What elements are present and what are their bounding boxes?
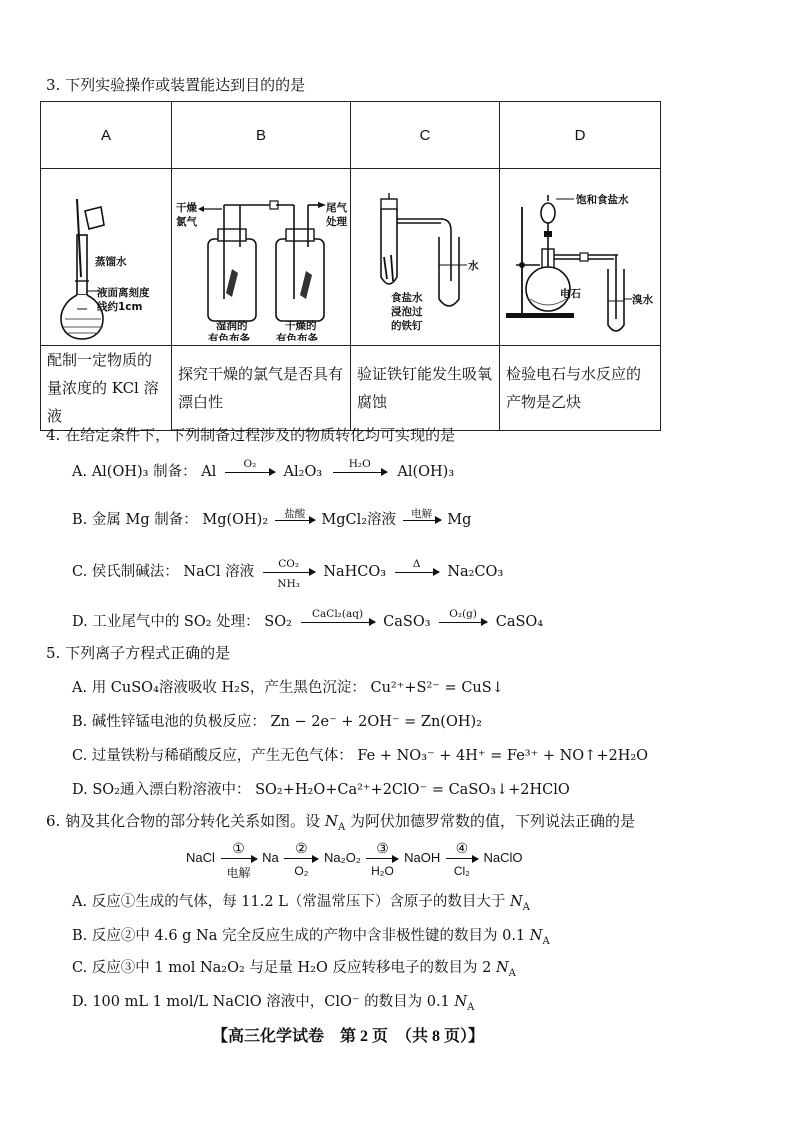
avogadro-sub: A [542,935,550,947]
avogadro-sub: A [467,1001,475,1013]
q6-stem-post: 为阿伏加德罗常数的值，下列说法正确的是 [345,812,635,830]
desc-a: 配制一定物质的量浓度的 KCl 溶液 [41,346,172,431]
condition-2: 电解 [411,507,433,520]
q4-option-d [72,607,544,631]
scheme-arrow [446,840,478,879]
iron-nail-corrosion-diagram [351,169,500,341]
avogadro-symbol: N [509,894,523,910]
q6-option-d [72,990,474,1011]
option-text: 碱性锌锰电池的负极反应： [91,714,266,730]
step-condition: O₂ [294,864,309,879]
q4-option-a [72,457,455,481]
reaction-arrow [403,507,441,521]
q3-table [40,101,661,431]
label-dry-2: 氯气 [176,216,197,228]
condition-2: H₂O [348,457,371,470]
option-name: 金属 Mg 制备： [91,512,198,528]
condition-1: CaCl₂(aq) [312,607,364,620]
option-label: A. [72,680,88,696]
header-a: A [41,102,172,169]
step-number: ③ [376,840,389,857]
desc-b: 探究干燥的氯气是否具有漂白性 [172,346,351,431]
q5-option-c [72,744,648,765]
avogadro-symbol: N [495,960,509,976]
apparatus-d-cell [500,169,661,346]
label-tail-1: 尾气 [326,202,347,214]
option-label: C. [72,748,88,764]
label-brine-1: 食盐水 [391,292,423,304]
q4-option-b [72,508,471,529]
q5-option-d [72,778,570,799]
q6-scheme [186,840,523,881]
apparatus-b-cell [172,169,351,346]
avogadro-sub: A [522,901,530,913]
reaction-arrow [225,457,275,473]
option-label: A. [72,464,88,480]
option-label: D. [72,614,88,630]
condition-1: CO₂ [278,557,300,570]
label-level-1: 液面离刻度 [97,287,150,299]
option-label: D. [72,782,88,798]
species-3: Mg [447,512,472,528]
option-text: 100 mL 1 mol/L NaClO 溶液中，ClO⁻ 的数目为 0.1 [92,994,455,1010]
reaction-arrow [275,507,315,521]
option-label: B. [72,714,88,730]
scheme-species-4: NaOH [404,850,441,865]
label-wet-2: 有色布条 [208,333,250,341]
option-text: 用 CuSO₄溶液吸收 H₂S，产生黑色沉淀： [91,680,366,696]
apparatus-a-cell [41,169,172,346]
label-dry-3: 干燥的 [285,320,317,332]
species-2: MgCl₂溶液 [321,512,397,528]
q6-stem [46,810,635,831]
step-number: ② [295,840,308,857]
ionic-equation: Cu²⁺+S²⁻ = CuS↓ [370,680,504,696]
q5-option-b [72,710,482,731]
label-brine-2: 浸泡过 [391,306,423,318]
q6-option-b [72,924,550,945]
scheme-arrow [284,840,318,879]
species-2: Al₂O₃ [283,464,323,480]
species-3: Al(OH)₃ [397,464,455,480]
option-label: B. [72,928,88,944]
step-number: ④ [455,840,469,857]
avogadro-sub: A [337,822,346,833]
q6-stem-pre: 6. 钠及其化合物的部分转化关系如图。设 [46,812,325,830]
reaction-arrow [333,457,387,473]
q5-option-a [72,676,504,697]
label-dry-1: 干燥 [176,202,197,214]
species-3: CaSO₄ [495,614,544,630]
species-1: SO₂ [264,614,292,630]
scheme-species-1: NaCl [186,850,215,865]
header-c: C [351,102,500,169]
species-3: Na₂CO₃ [447,564,504,580]
condition-2: Δ [412,557,421,570]
option-text: 过量铁粉与稀硝酸反应，产生无色气体： [91,748,353,764]
option-label: A. [72,894,88,910]
ionic-equation: Fe + NO₃⁻ + 4H⁺ = Fe³⁺ + NO↑+2H₂O [357,748,649,764]
label-carbide: 电石 [560,288,581,300]
option-label: D. [72,994,88,1010]
option-text: 反应②中 4.6 g Na 完全反应生成的产物中含非极性键的数目为 0.1 [91,928,530,944]
option-text: 反应①生成的气体，每 11.2 L（常温常压下）含原子的数目大于 [91,894,510,910]
page-footer: 【高三化学试卷 第 2 页 （共 8 页）】 [212,1028,485,1045]
desc-c: 验证铁钉能发生吸氧腐蚀 [351,346,500,431]
desc-d: 检验电石与水反应的产物是乙炔 [500,346,661,431]
option-name: 侯氏制碱法： [91,564,179,580]
scheme-species-5: NaClO [483,850,523,865]
species-2: NaHCO₃ [323,564,387,580]
label-water: 水 [468,260,479,272]
label-level-2: 线约1cm [97,301,143,313]
apparatus-c-cell [351,169,500,346]
scheme-species-2: Na [262,850,279,865]
scheme-arrow [221,840,257,881]
condition-1: 盐酸 [284,507,306,520]
species-1: Al [201,464,217,480]
label-brine-3: 的铁钉 [391,320,423,332]
label-dry-4: 有色布条 [276,333,318,341]
label-wet-1: 湿润的 [216,320,248,332]
q6-option-c [72,956,516,977]
label-brine: 饱和食盐水 [576,194,629,206]
ionic-equation: Zn − 2e⁻ + 2OH⁻ = Zn(OH)₂ [270,714,482,730]
acetylene-generator-diagram [500,169,661,341]
step-condition: Cl₂ [453,864,470,879]
option-name: 工业尾气中的 SO₂ 处理： [92,614,260,630]
header-d: D [500,102,661,169]
q4-option-c [72,557,504,590]
gas-washing-bottles-diagram [172,169,351,341]
label-water: 蒸馏水 [95,256,127,268]
reaction-arrow [263,557,315,590]
scheme-arrow [366,840,398,879]
header-b: B [172,102,351,169]
species-1: Mg(OH)₂ [202,512,269,528]
reaction-arrow [395,557,439,573]
option-text: 反应③中 1 mol Na₂O₂ 与足量 H₂O 反应转移电子的数目为 2 [91,960,496,976]
option-label: C. [72,960,88,976]
ionic-equation: SO₂+H₂O+Ca²⁺+2ClO⁻ = CaSO₃↓+2HClO [255,782,570,798]
avogadro-sub: A [508,967,516,979]
avogadro-symbol: N [324,812,338,830]
option-label: C. [72,564,88,580]
q5-stem: 5. 下列离子方程式正确的是 [46,644,231,662]
q3-stem: 3. 下列实验操作或装置能达到目的的是 [46,76,306,94]
reaction-arrow [301,607,375,623]
step-condition: 电解 [226,866,251,881]
condition-1b: NH₃ [277,577,300,590]
q6-option-a [72,890,530,911]
step-condition: H₂O [371,864,394,879]
condition-1: O₂ [243,457,257,470]
avogadro-symbol: N [454,994,468,1010]
step-number: ① [232,840,245,857]
condition-2: O₂(g) [449,607,477,620]
scheme-species-3: Na₂O₂ [324,850,361,865]
species-1: NaCl 溶液 [183,564,255,580]
option-text: SO₂通入漂白粉溶液中： [92,782,251,798]
option-label: B. [72,512,88,528]
option-name: Al(OH)₃ 制备： [91,464,197,480]
reaction-arrow [439,607,487,623]
species-2: CaSO₃ [383,614,431,630]
volumetric-flask-diagram [41,169,172,341]
label-tail-2: 处理 [326,216,347,228]
label-bromine: 溴水 [632,294,653,306]
q4-stem: 4. 在给定条件下，下列制备过程涉及的物质转化均可实现的是 [46,426,456,444]
avogadro-symbol: N [529,928,543,944]
